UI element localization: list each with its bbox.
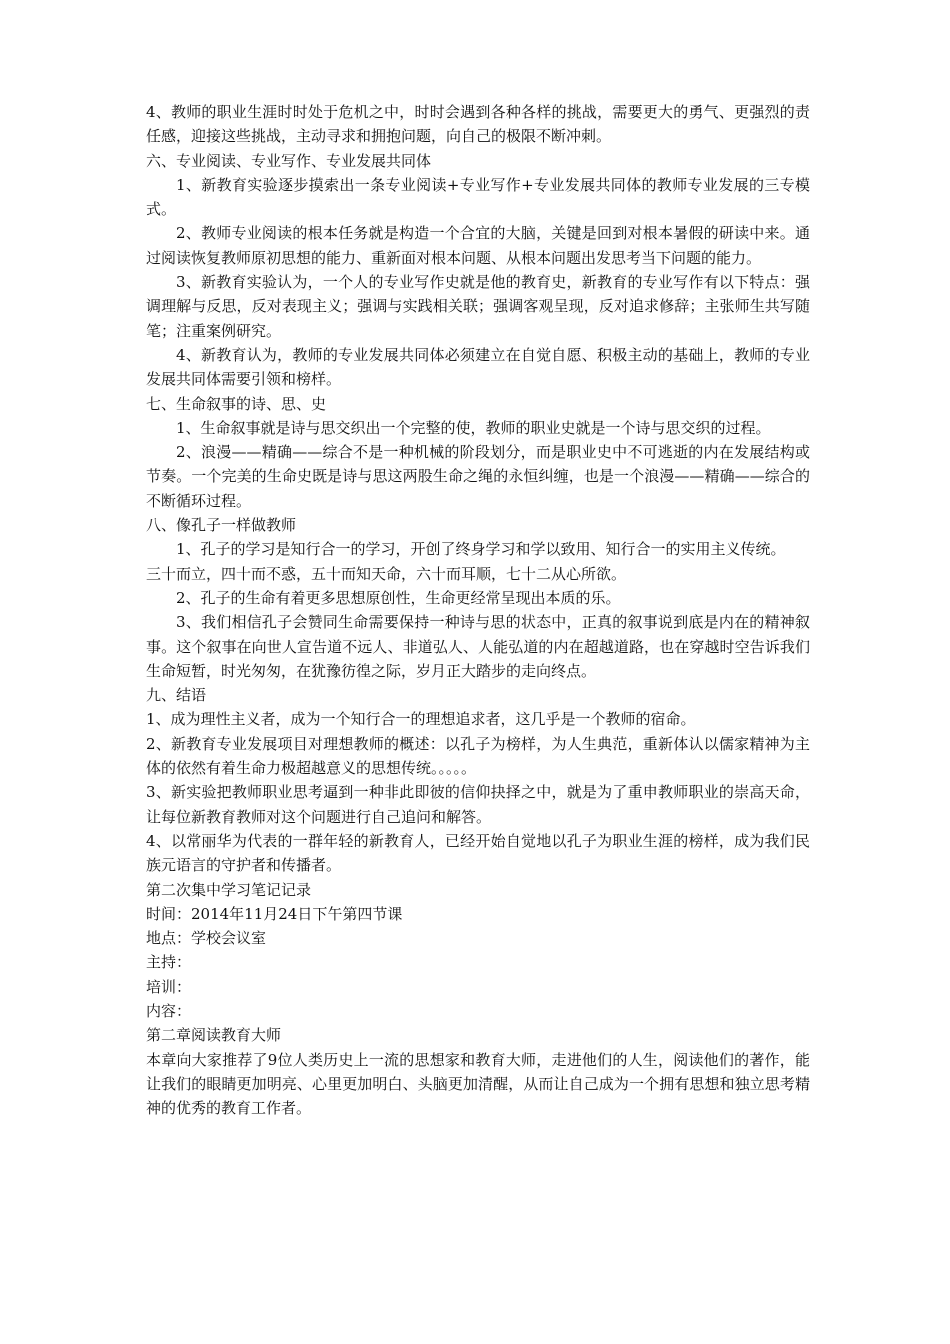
section-heading-eight: 八、像孔子一样做教师 [146, 516, 297, 535]
paragraph-confucius-originality: 2、孔子的生命有着更多思想原创性，生命更经常呈现出本质的乐。 [176, 588, 621, 607]
paragraph-inner-narrative: 3、我们相信孔子会赞同生命需要保持一种诗与思的状态中，正真的叙事说到底是内在的精神叙事。这个叙事在向世人宣告道不远人、非道弘人、人能弘道的内在超越道路，也在穿越时空告诉我们生命短暂，时光匆匆，在犹豫彷徨之际，岁月正大踏步的走向终点。 [146, 613, 810, 680]
chapter-heading: 第二章阅读教育大师 [146, 1026, 282, 1045]
paragraph-conclusion-1: 1、成为理性主义者，成为一个知行合一的理想追求者，这几乎是一个教师的宿命。 [146, 710, 696, 729]
paragraph-three-pro-model: 1、新教育实验逐步摸索出一条专业阅读+专业写作+专业发展共同体的教师专业发展的三专模式。 [146, 175, 810, 219]
paragraph-romance-precision-synthesis: 2、浪漫——精确——综合不是一种机械的阶段划分，而是职业史中不可逃逝的内在发展结构或节奏。一个完美的生命史既是诗与思这两股生命之绳的永恒纠缠，也是一个浪漫——精确——综合的不断循环过程。 [146, 443, 810, 510]
section-heading-seven: 七、生命叙事的诗、思、史 [146, 394, 327, 413]
paragraph-conclusion-2: 2、新教育专业发展项目对理想教师的概述：以孔子为榜样，为人生典范，重新体认以儒家精神为主体的依然有着生命力极超越意义的思想传统。。。。。 [146, 734, 810, 778]
notes-content: 内容： [146, 1001, 192, 1020]
paragraph-chapter-intro: 本章向大家推荐了9位人类历史上一流的思想家和教育大师，走进他们的人生，阅读他们的著作，能让我们的眼睛更加明亮、心里更加明白、头脑更加清醒，从而让自己成为一个拥有思想和独立思考精神的优秀的教育工作者。 [146, 1050, 810, 1118]
notes-time: 时间：2014年11月24日下午第四节课 [146, 904, 403, 923]
paragraph-confucius-quote: 三十而立，四十而不惑，五十而知天命，六十而耳顺，七十二从心所欲。 [146, 564, 627, 583]
notes-title: 第二次集中学习笔记记录 [146, 880, 312, 899]
paragraph-confucius-learning: 1、孔子的学习是知行合一的学习，开创了终身学习和学以致用、知行合一的实用主义传统。 [176, 540, 786, 559]
paragraph-conclusion-3: 3、新实验把教师职业思考逼到一种非此即彼的信仰抉择之中，就是为了重申教师职业的崇高天命，让每位新教育教师对这个问题进行自己追问和解答。 [146, 783, 810, 826]
paragraph-conclusion-4: 4、以常丽华为代表的一群年轻的新教育人，已经开始自觉地以孔子为职业生涯的榜样，成为我们民族元语言的守护者和传播者。 [146, 831, 810, 875]
notes-location: 地点：学校会议室 [146, 929, 267, 948]
paragraph-professional-reading: 2、教师专业阅读的根本任务就是构造一个合宜的大脑，关键是回到对根本暑假的研读中来。通过阅读恢复教师原初思想的能力、重新面对根本问题、从根本问题出发思考当下问题的能力。 [146, 224, 810, 267]
section-heading-nine: 九、结语 [146, 686, 207, 705]
paragraph-teacher-crisis: 4、教师的职业生涯时时处于危机之中，时时会遇到各种各样的挑战，需要更大的勇气、更强烈的责任感，迎接这些挑战，主动寻求和拥抱问题，向自己的极限不断冲刺。 [146, 103, 810, 146]
notes-host: 主持： [146, 953, 192, 972]
paragraph-development-community: 4、新教育认为，教师的专业发展共同体必须建立在自觉自愿、积极主动的基础上，教师的专业发展共同体需要引领和榜样。 [146, 345, 810, 389]
notes-trainer: 培训： [146, 977, 192, 996]
section-heading-six: 六、专业阅读、专业写作、专业发展共同体 [146, 151, 432, 170]
document-page [146, 100, 810, 1120]
paragraph-professional-writing: 3、新教育实验认为，一个人的专业写作史就是他的教育史，新教育的专业写作有以下特点：强调理解与反思，反对表现主义；强调与实践相关联；强调客观呈现，反对追求修辞；主张师生共写随笔；注重案例研究。 [146, 273, 810, 340]
paragraph-life-narrative: 1、生命叙事就是诗与思交织出一个完整的使，教师的职业史就是一个诗与思交织的过程。 [176, 418, 771, 437]
